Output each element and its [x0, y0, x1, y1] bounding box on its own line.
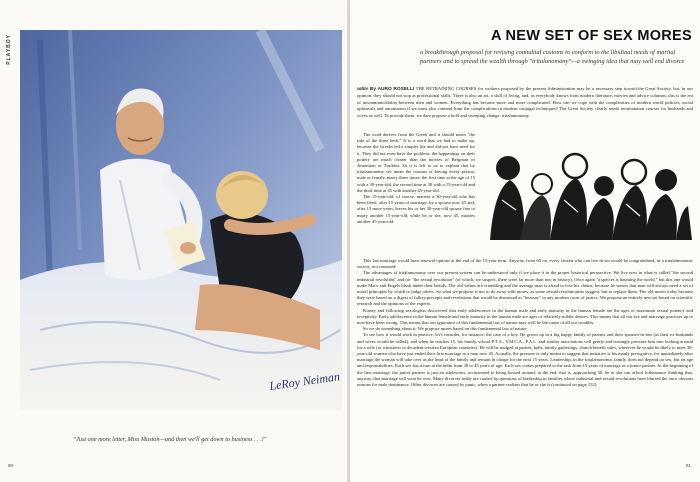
illustration-painting	[20, 30, 342, 410]
magazine-name-vertical: PLAYBOY	[6, 34, 12, 65]
page-number-left: 80	[8, 463, 14, 468]
article-byline: By AURO ROSELLI	[369, 87, 415, 92]
illustration-caption: "Just one more letter, Miss Maston—and then we'll get down to business . . .!"	[73, 436, 267, 443]
body-column-wide	[357, 258, 693, 388]
article-headline: A NEW SET OF SEX MORES	[490, 28, 692, 44]
intro-paragraph: THE RETRAINING COURSES for workers proposed by the present Administration may be a necessary step toward the Great Society, but, in our opinion, they should not stop at professional skills. There is also an art, a skill of living, and, as everybody knows from modern literature, movies and advice columns, this is the era of incommunicability between men and women. Everything has become more and more complicated. How can we cope with the complexities of modern world policies, social upheavals and automation if we must also contend from the complications in modern conjugal techniques? The Great Society clearly needs reorientation courses for husbands and wives as well. To provide them, we dare propose a bold and sweeping change: tritalamonomy.	[357, 86, 693, 118]
continued-notice: (continued on page 152)	[551, 382, 597, 388]
body-paragraph: The advantages of tritalamonomy over our present system can be understood only if we place it in the proper historical perspective. We live now in what is called "the second industrial revolution" and (or "the sexual revolution" (of which, we suspect, there were far more than two in history). Once again "a specter is haunting the world," but this one would make Marx and Engels blush under their beards. The old values are crumbling and the average man is afraid to lose his chains, because he senses that man will always need a set of moral principles by which to judge others. So what we propose is not to do away with mores, as some sexual revolutionists suggest, but to replace them. The old mores today because they were based on a digest of folkey precepts and revelations that would be dismissed as "hearsay" in any modern court of justice. We propose an entirely new set based on scientific research and the opinions of the experts.	[357, 270, 693, 307]
article-kicker: satire	[357, 87, 369, 92]
body-paragraph: This last marriage would have renewal options at the end of the 15-year term. Anyway, from 60 on, every citizen who can live in sin would be congratulated, in a tritalamonomic society, not censured.	[357, 258, 693, 270]
artist-signature: LeRoy Neiman	[268, 369, 341, 393]
body-paragraph	[357, 332, 693, 388]
body-paragraph: Kinsey and following sexologists discovered that early adolescence in the human male and early maturity in the human female are the ages of maximum sexual potency and receptivity. Early adolescence in the human female and early maturity in the human male are ages of relatively milder desires. This means that all our sex and marriage practices up to now have been wrong. This means that our ignorance of this fundamental law of nature may well be the cause of all our troubles.	[357, 307, 693, 326]
page-number-right: 81	[686, 463, 692, 468]
article-deck: a breakthrough proposal for revising connubial customs to conform to the libidinal needs of marital partners and to spread the wealth through "tritalanomony"—a swinging idea that may well end divorce	[420, 49, 685, 65]
cartoon-illustration	[480, 140, 694, 252]
body-paragraph-text: To see how it would work in practice, let's consider, for instance, the case of a boy. He grows up in a big happy family of parents and their spouses-in-law (as their ex-husbands and wives would be called), and when he reaches 15, his family, school P.T.A., Y.M.C.A., P.A.L. and similar associations will gently and teasingly pressure him into looking around for a wife (or a mistress in decadent western European countries). He will be nudged at parties, balls, family gatherings, church benefit sales, wherever he would be likely to meet 30-year-old women who have just ended their first marriage to a man now 45. Actually, the pressure is only meant to suggest that initiative is his manly prerogative, for immediately after marriage the woman will take over as the head of the family and remain in charge for the next 15 years. Leadership, in the tritalamonomic family, does not depend on sex, but on age and responsibilities. Each sex has a turn at the helm from 30 to 45 years of age. Each sex comes prepared to the task from 15 years of marriage as a junior partner. At the beginning of the first marriage, the junior partner is just an adolescent, accustomed to being bossed around; at the end, that is, approaching 30, he or she can afford forbearance thinking that, anyway, that marriage will soon be over. Many divorces today are caused by questions of leadership in families where industrial and sexual revolutions have blurred the once obvious reasons for male dominance. Other divorces are caused by panic, when a partner realizes that he or she is	[357, 332, 693, 388]
body-paragraph: The 15-year-old, of course, marries a 30-year-old who has been freed, after 15 years of marriage, by a spouse now 45 and, after 15 more years, leaves his or her 30-year-old spouse free to marry another 15-year-old, while he or she, now 45, marries another 45-year-old.	[357, 194, 475, 224]
illustration	[20, 30, 342, 410]
body-paragraph: The word derives from the Greek and it should mean "the rule of the three beds." It is a word that we had to make up, because the Greeks led a simpler life and did not have need for it. They did not even have the problem: the happenings on their pottery are much clearer than the movies of Bergman or Antonioni or Truffaut. So it is left to us to explain that by tritalamonomy we mean the custom of having every person, male or female, marry three times: the first time at the age of 15 with a 30-year-old, the second time at 30 with a 15-year-old and the third time at 45 with another 45-year-old.	[357, 132, 475, 193]
body-column-narrow	[357, 132, 475, 225]
article-intro	[357, 86, 693, 119]
cartoon-figures	[480, 140, 694, 252]
left-page	[0, 0, 348, 482]
body-paragraph: So we do something about it: We propose mores based on this fundamental law of nature.	[363, 326, 528, 332]
